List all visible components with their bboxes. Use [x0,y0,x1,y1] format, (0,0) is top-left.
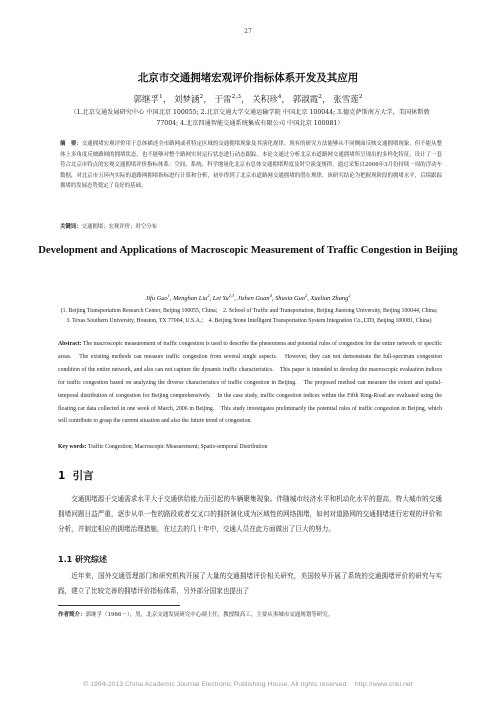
keywords-text: 交通拥堵；宏观评价；时空分布 [81,224,158,230]
english-affiliations: (1. Beijing Transportation Research Center, Beijing 100055, China; 2. School of Traffic and Transportation, Beijing Jiaotong University, Beijing 100044, China; 3. Texas Southern University, Houston, TX 77004, U.S.A.; 4. Beijing Stone Intelligent Transportation System Integration Co.,LTD, Beijing 100081, China) [60,308,444,324]
author: 于雷$^{2,3}$ [214,93,241,105]
author: Lei Yu$^{2,3}$ [212,292,235,302]
chinese-title: 北京市交通拥堵宏观评价指标体系开发及其应用 [137,72,359,84]
keywords-label: 关键词： [60,224,82,230]
english-keywords [58,442,442,452]
subsection-number: 1.1 [58,555,73,564]
chinese-abstract [60,139,442,192]
author: 关积珍$^4$ [252,93,282,105]
section-title: 引言 [72,470,94,482]
author: 刘梦涵$^2$ [174,93,204,105]
chinese-keywords [60,222,442,232]
author: Jizhen Guan$^4$ [237,292,272,302]
english-title: Development and Applications of Macroscopic Measurement of Traffic Congestion in Beijing [38,245,458,256]
subsection-heading [58,554,107,565]
footnote-divider [58,605,180,606]
abstract-text: The macroscopic measurement of traffic congestion is used to describe the phenomena and potential rules of congestion for the entire network or specific areas. The existing methods can measure traffic congestion from several single aspects. However, they can not demonstrate the full-spectrum congestion condition of the entire network, and also can not capture the dynamic traffic characteristics. This paper is intended to develop the macroscopic evaluation indices for traffic congestion based on analyzing the diverse characteristics of traffic congestion in Beijing. The proposed method can measure the extent and spatial-temporal distribution of congestion for Beijing comprehensively. In the case study, traffic congestion indices within the Fifth Ring-Road are evaluated using the floating car data collected in one week of March, 2006 in Beijing. This study investigates preliminarily the potential rules of traffic congestion in Beijing, which will contribute to grasp the current situation and also the future trend of congestion. [58,341,442,425]
english-authors: Jifu Guo$^1$, Menghan Liu$^2$, Lei Yu$^{2,3}$, Jizhen Guan$^4$, Shuxia Guo$^2$, Xuelian Zhang$^2$ [145,292,351,302]
english-abstract [58,338,442,428]
abstract-label: 摘 要： [60,141,82,147]
copyright-notice: © 1994-2013 China Academic Journal Electronic Publishing House. All rights reserved. http://www.cnki.net [83,681,413,688]
page-number: 27 [244,28,252,35]
author: 郭淑霞$^2$ [292,93,322,105]
author-footnote [58,611,442,619]
abstract-label: Abstract: [58,341,82,347]
author: 张雪莲$^2$ [333,93,363,105]
body-paragraph: 交通拥堵源于交通需求水平大于交通供给能力而引起的车辆聚集现象。伴随城市经济水平和机动化水平的提高，特大城市的交通拥堵问题日益严重，逐步从单一性的路段或者交叉口的拥挤演化成为区域性的网络拥堵，如何对道路网的交通拥堵进行宏观的评价和分析，并制定相应的拥堵治理措施，在过去的几十年中，交通人员在此方面做出了巨大的努力。 [58,495,442,534]
author: 郭继孚$^1$ [133,93,163,105]
chinese-authors: 郭继孚$^1$， 刘梦涵$^2$， 于雷$^{2,3}$， 关积珍$^4$， 郭淑霞$^2$， 张雪莲$^2$ [133,93,363,105]
body-paragraph: 近年来，国外交通管理部门和研究机构开展了大量的交通拥堵评价相关研究，美国较早开展了系统的交通拥堵评价的研究与实践，建立了比较完善的拥堵评价指标体系，另外部分国家也提出了 [58,572,442,596]
keywords-text: Traffic Congestion; Macroscopic Measurement; Spatio-temporal Distribution [87,444,268,450]
chinese-affiliations: （1.北京交通发展研究中心 中国北京 100055; 2.北京交通大学交通运输学院 中国北京 100044; 3.德克萨斯南方大学，美国休斯敦 77004; 4.北京四通智能交通系统集成有限公司 中国北京 100081） [70,109,430,127]
section-number: 1 [58,470,66,482]
keywords-label: Key words: [58,444,87,450]
author: Menghan Liu$^2$ [173,292,210,302]
abstract-text: 交通拥堵宏观评价用于总体描述全市路网或者特定区域的交通拥堵现象及其演化规律。现有的研究方法能够从不同侧面反映交通拥堵现象，但不能从整体上多角度反映路网的拥堵状态，也不能够对整个路网实时运行状态进行动态跟踪。本论文通过分析北京市道路网交通拥堵所呈现出的多样化特征，设计了一套符合北京市特点的宏观交通拥堵评价指标体系：空间、系统、科学地量化北京市总体交通拥堵程度及时空演变规律。通过采集自2006年3月份持续一周的浮动车数据，对北京市五环内实际的道路网拥堵指标进行计算和分析，初步得到了北京市道路网交通拥堵的潜在规律，该研究结论为把握现阶段的拥堵水平，后续跟踪拥堵的发展态势奠定了良好的基础。 [60,141,442,189]
footnote-text: 郭继孚（1966－），男，北京交通发展研究中心副主任，教授级高工，主要从事城市交通规划等研究。 [85,612,334,618]
author: Jifu Guo$^1$ [145,292,170,302]
footnote-label: 作者简介： [58,612,86,618]
author: Shuxia Guo$^2$ [275,292,308,302]
author: Xuelian Zhang$^2$ [310,292,351,302]
subsection-title: 研究综述 [74,555,107,564]
section-heading [58,468,94,483]
